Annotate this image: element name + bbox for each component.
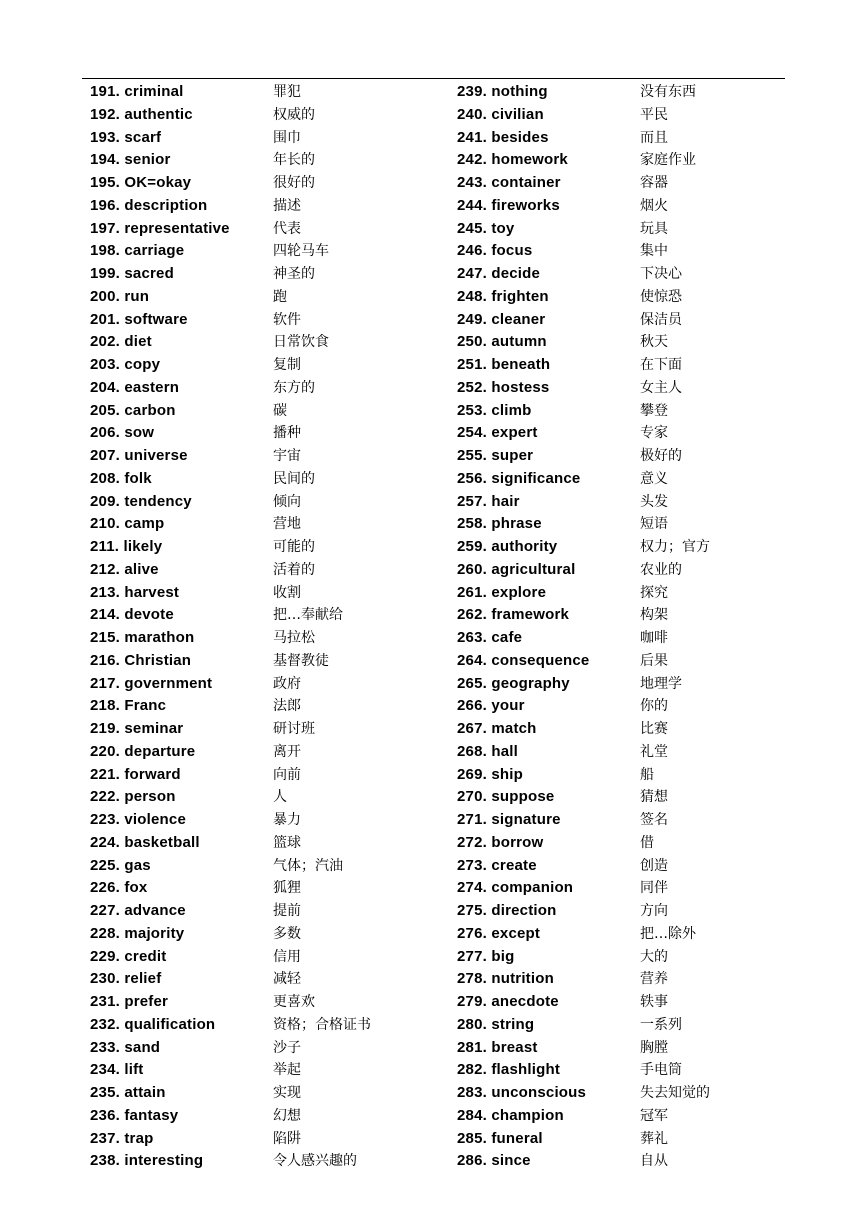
vocab-word: 208. folk [90,469,152,487]
vocab-word: 241. besides [457,128,549,146]
vocab-meaning: 暴力 [273,812,301,828]
vocab-word: 217. government [90,674,213,692]
vocab-word: 238. interesting [90,1152,204,1170]
vocab-meaning: 平民 [640,106,668,123]
vocab-meaning: 借 [640,834,654,851]
vocab-word: 242. homework [457,151,568,169]
vocab-word: 222. person [90,788,176,806]
vocab-meaning: 胸膛 [640,1039,668,1056]
vocab-meaning: 自从 [640,1153,668,1170]
vocab-meaning: 提前 [273,903,301,919]
vocab-meaning: 专家 [640,425,668,442]
vocab-meaning: 轶事 [640,994,668,1010]
vocab-word: 278. nutrition [457,970,554,988]
vocab-meaning: 短语 [640,516,668,533]
vocab-meaning: 失去知觉的 [640,1085,710,1101]
vocab-meaning: 船 [640,766,654,783]
vocab-meaning: 签名 [640,812,668,828]
vocab-word: 249. cleaner [457,310,546,328]
vocab-word: 247. decide [457,265,541,282]
vocab-word: 243. container [457,174,561,191]
vocab-meaning: 收割 [273,584,301,601]
vocab-meaning: 没有东西 [640,84,696,100]
vocab-meaning: 权力；官方 [640,539,710,555]
vocab-meaning: 构架 [640,607,668,624]
vocab-meaning: 四轮马车 [273,243,329,260]
vocab-word: 251. beneath [457,356,551,373]
vocab-meaning: 令人感兴趣的 [273,1153,357,1170]
vocab-word: 234. lift [90,1061,144,1079]
vocab-meaning: 你的 [640,698,668,715]
vocab-word: 231. prefer [90,993,169,1010]
vocab-word: 268. hall [457,742,519,760]
vocab-meaning: 气体；汽油 [273,857,343,874]
vocab-meaning: 一系列 [640,1016,682,1033]
vocab-meaning: 实现 [273,1085,301,1101]
vocab-word: 216. Christian [90,651,192,669]
vocab-word: 244. fireworks [457,196,560,214]
vocab-meaning: 东方的 [273,379,315,396]
vocab-word: 196. description [90,196,208,214]
vocab-word: 286. since [457,1152,531,1170]
vocab-meaning: 咖啡 [640,630,668,646]
vocab-word: 240. civilian [457,105,544,123]
vocab-meaning: 冠军 [640,1107,668,1124]
vocab-meaning: 沙子 [273,1039,301,1056]
vocab-meaning: 比赛 [640,721,668,737]
vocab-meaning: 幻想 [273,1107,301,1124]
vocab-word: 197. representative [90,219,230,237]
vocab-word: 271. signature [457,811,561,828]
vocab-word: 192. authentic [90,105,193,123]
vocab-meaning: 后果 [640,652,668,669]
vocab-word: 221. forward [90,765,181,783]
vocab-word: 205. carbon [90,401,176,419]
vocab-word: 279. anecdote [457,993,559,1010]
vocab-meaning: 而且 [640,129,668,146]
vocab-meaning: 资格；合格证书 [273,1016,371,1033]
vocab-word: 250. autumn [457,333,547,351]
vocab-word: 215. marathon [90,629,195,646]
vocab-meaning: 很好的 [273,175,315,191]
vocab-word: 253. climb [457,401,532,419]
vocab-word: 280. string [457,1015,535,1033]
vocab-word: 274. companion [457,879,574,897]
vocab-meaning: 向前 [273,766,301,783]
vocab-meaning: 法郎 [273,698,301,715]
vocab-meaning: 容器 [640,175,668,191]
vocab-meaning: 创造 [640,857,668,874]
vocab-meaning: 陷阱 [273,1130,301,1147]
vocab-word: 228. majority [90,924,185,942]
vocab-meaning: 家庭作业 [640,152,696,169]
vocab-word: 225. gas [90,856,151,874]
vocab-meaning: 基督教徒 [273,652,329,669]
vocab-meaning: 代表 [273,220,301,237]
vocab-meaning: 年长的 [273,152,315,169]
vocab-word: 256. significance [457,469,581,487]
vocab-word: 191. criminal [90,83,184,100]
vocab-meaning: 集中 [640,243,668,260]
vocab-word: 246. focus [457,242,533,260]
vocab-word: 248. frighten [457,287,549,305]
vocab-meaning: 描述 [273,197,301,214]
vocab-meaning: 攀登 [640,402,668,419]
vocab-word: 262. framework [457,606,570,624]
vocab-word: 226. fox [90,879,148,897]
vocab-meaning: 意义 [640,470,668,487]
vocab-word: 265. geography [457,674,570,692]
vocab-word: 194. senior [90,151,171,169]
vocab-word: 260. agricultural [457,560,576,578]
vocab-word: 258. phrase [457,515,542,533]
vocab-word: 223. violence [90,811,186,828]
vocab-meaning: 研讨班 [273,721,315,737]
vocab-meaning: 多数 [273,925,301,942]
vocab-word: 220. departure [90,742,196,760]
vocab-meaning: 手电筒 [640,1062,682,1079]
vocab-meaning: 猜想 [640,789,668,806]
vocab-meaning: 更喜欢 [273,994,315,1010]
vocab-meaning: 下决心 [640,266,682,282]
vocab-meaning: 地理学 [640,675,682,692]
vocab-meaning: 把…奉献给 [273,607,343,624]
vocab-word: 252. hostess [457,378,550,396]
vocab-meaning: 宇宙 [273,448,301,464]
vocab-meaning: 马拉松 [273,630,315,646]
vocab-word: 267. match [457,720,537,737]
vocab-meaning: 跑 [273,288,287,305]
vocab-word: 276. except [457,924,541,942]
vocab-meaning: 秋天 [640,334,668,351]
vocab-meaning: 播种 [273,425,301,442]
vocab-meaning: 葬礼 [640,1130,668,1147]
vocab-meaning: 营地 [273,516,301,533]
vocab-meaning: 碳 [273,402,287,419]
vocab-meaning: 信用 [273,948,301,965]
vocab-meaning: 狐狸 [273,880,301,897]
vocab-meaning: 在下面 [640,357,682,373]
vocab-word: 266. your [457,697,525,715]
vocab-meaning: 政府 [273,675,301,692]
vocab-word: 201. software [90,310,188,328]
vocab-meaning: 大的 [640,948,668,965]
vocab-word: 285. funeral [457,1129,543,1147]
vocab-word: 275. direction [457,902,557,919]
vocab-word: 195. OK=okay [90,174,192,191]
vocab-word: 229. credit [90,947,167,965]
vocab-meaning: 玩具 [640,220,668,237]
vocab-meaning: 神圣的 [273,266,315,282]
vocab-word: 213. harvest [90,583,180,601]
vocab-word: 224. basketball [90,833,200,851]
vocab-meaning: 软件 [273,311,301,328]
vocab-word: 232. qualification [90,1015,216,1033]
vocab-meaning: 举起 [273,1062,301,1079]
vocab-word: 211. likely [90,538,163,555]
vocab-meaning: 日常饮食 [273,334,329,351]
vocab-word: 218. Franc [90,697,167,715]
vocab-word: 259. authority [457,538,558,555]
vocab-meaning: 把…除外 [640,925,696,942]
vocab-word: 236. fantasy [90,1106,179,1124]
vocab-word: 204. eastern [90,378,180,396]
vocab-word: 237. trap [90,1129,154,1147]
vocab-word: 255. super [457,447,534,464]
vocab-word: 203. copy [90,356,161,373]
vocab-word: 282. flashlight [457,1061,561,1079]
vocab-word: 264. consequence [457,651,590,669]
vocab-word: 257. hair [457,492,520,510]
header-rule [82,78,785,79]
vocab-meaning: 女主人 [640,379,682,396]
vocab-meaning: 同伴 [640,880,668,897]
vocab-word: 214. devote [90,606,174,624]
vocab-word: 212. alive [90,560,159,578]
vocab-meaning: 罪犯 [273,84,301,100]
vocab-word: 273. create [457,856,537,874]
vocab-word: 230. relief [90,970,162,988]
vocab-word: 245. toy [457,219,515,237]
vocab-meaning: 倾向 [273,493,301,510]
vocab-meaning: 权威的 [273,106,315,123]
vocab-meaning: 农业的 [640,561,682,578]
vocab-word: 283. unconscious [457,1084,587,1101]
vocab-word: 193. scarf [90,128,162,146]
vocab-meaning: 可能的 [273,539,315,555]
vocab-word: 227. advance [90,902,186,919]
vocab-word: 239. nothing [457,83,548,100]
vocab-meaning: 减轻 [273,971,301,988]
vocab-meaning: 使惊恐 [640,288,682,305]
vocab-word: 198. carriage [90,242,185,260]
vocab-word: 269. ship [457,765,523,783]
vocab-meaning: 方向 [640,903,668,919]
vocab-meaning: 保洁员 [640,311,682,328]
vocab-meaning: 人 [273,789,287,806]
vocab-meaning: 篮球 [273,834,301,851]
vocab-meaning: 礼堂 [640,743,668,760]
vocab-word: 202. diet [90,333,152,351]
vocab-word: 209. tendency [90,492,192,510]
vocab-word: 254. expert [457,424,538,442]
vocab-word: 235. attain [90,1084,166,1101]
vocab-word: 233. sand [90,1038,161,1056]
vocab-word: 200. run [90,287,150,305]
vocab-meaning: 活着的 [273,561,315,578]
vocab-meaning: 围巾 [273,129,301,146]
vocab-meaning: 烟火 [640,197,668,214]
vocab-word: 206. sow [90,424,155,442]
vocab-meaning: 探究 [640,584,668,601]
vocab-meaning: 营养 [640,971,668,988]
vocab-word: 207. universe [90,447,188,464]
vocab-word: 281. breast [457,1038,538,1056]
vocab-word: 219. seminar [90,720,184,737]
vocab-meaning: 头发 [640,493,668,510]
vocab-word: 277. big [457,947,515,965]
vocab-word: 199. sacred [90,265,174,282]
vocab-word: 261. explore [457,583,547,601]
vocab-word: 263. cafe [457,629,523,646]
vocab-meaning: 极好的 [640,448,682,464]
vocab-word: 210. camp [90,515,165,533]
vocab-meaning: 复制 [273,357,301,373]
vocab-word: 272. borrow [457,833,544,851]
vocab-word: 270. suppose [457,788,555,806]
vocab-word: 284. champion [457,1106,564,1124]
vocab-meaning: 离开 [273,743,301,760]
vocab-meaning: 民间的 [273,470,315,487]
